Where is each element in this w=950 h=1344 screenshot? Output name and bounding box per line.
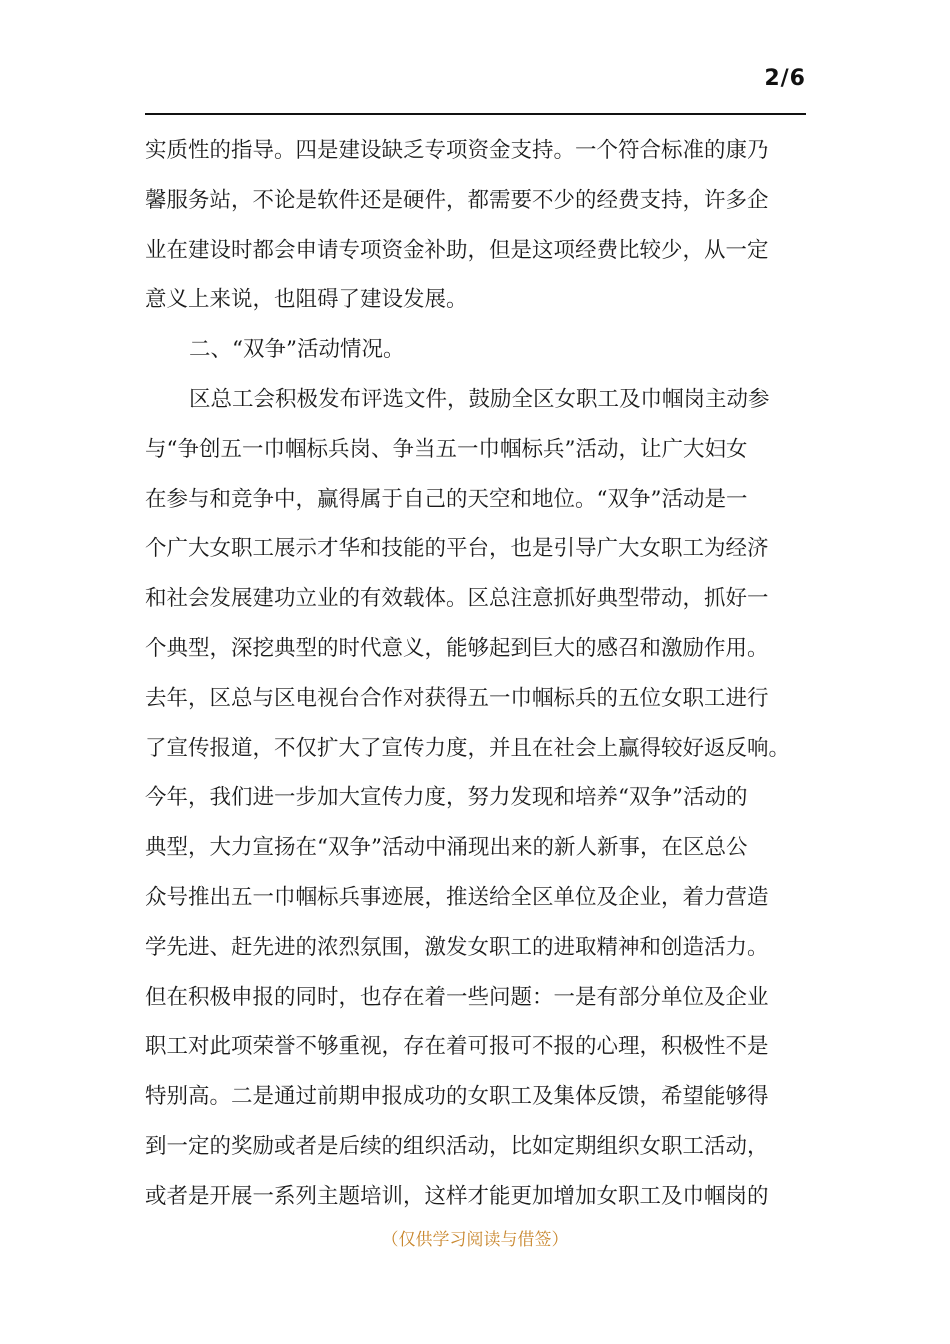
body-line: 典型，大力宣扬在“双争”活动中涌现出来的新人新事，在区总公 <box>145 835 748 861</box>
body-line: 个广大女职工展示才华和技能的平台，也是引导广大女职工为经济 <box>145 536 769 562</box>
body-line: 众号推出五一巾帼标兵事迹展，推送给全区单位及企业，着力营造 <box>145 884 769 910</box>
body-line: 在参与和竞争中，赢得属于自己的天空和地位。“双争”活动是一 <box>145 486 748 512</box>
body-line: 特别高。二是通过前期申报成功的女职工及集体反馈，希望能够得 <box>145 1084 769 1110</box>
body-line: 了宣传报道，不仅扩大了宣传力度，并且在社会上赢得较好返反响。 <box>145 735 791 761</box>
body-line: 今年，我们进一步加大宣传力度，努力发现和培养“双争”活动的 <box>145 785 748 811</box>
body-line: 到一定的奖励或者是后续的组织活动，比如定期组织女职工活动， <box>145 1133 769 1159</box>
footer-note: （仅供学习阅读与借签） <box>381 1230 569 1250</box>
paragraph-first-line: 区总工会积极发布评选文件，鼓励全区女职工及巾帼岗主动参 <box>189 386 770 412</box>
body-line: 和社会发展建功立业的有效载体。区总注意抓好典型带动，抓好一 <box>145 586 769 612</box>
document-body <box>145 126 815 1222</box>
body-line: 与“争创五一巾帼标兵岗、争当五一巾帼标兵”活动，让广大妇女 <box>145 436 748 462</box>
section-heading: 二、“双争”活动情况。 <box>189 337 405 363</box>
body-line: 馨服务站，不论是软件还是硬件，都需要不少的经费支持，许多企 <box>145 187 769 213</box>
body-line: 意义上来说，也阻碍了建设发展。 <box>145 287 468 313</box>
body-line: 或者是开展一系列主题培训，这样才能更加增加女职工及巾帼岗的 <box>145 1183 769 1209</box>
body-line: 但在积极申报的同时，也存在着一些问题：一是有部分单位及企业 <box>145 984 769 1010</box>
body-line: 去年，区总与区电视台合作对获得五一巾帼标兵的五位女职工进行 <box>145 685 769 711</box>
header-divider <box>145 113 806 115</box>
body-line: 个典型，深挖典型的时代意义，能够起到巨大的感召和激励作用。 <box>145 635 769 661</box>
page-number: 2/6 <box>764 66 806 91</box>
body-line: 职工对此项荣誉不够重视，存在着可报可不报的心理，积极性不是 <box>145 1034 769 1060</box>
body-line: 业在建设时都会申请专项资金补助，但是这项经费比较少，从一定 <box>145 237 769 263</box>
body-line: 实质性的指导。四是建设缺乏专项资金支持。一个符合标准的康乃 <box>145 138 769 163</box>
body-line: 学先进、赶先进的浓烈氛围，激发女职工的进取精神和创造活力。 <box>145 934 769 960</box>
